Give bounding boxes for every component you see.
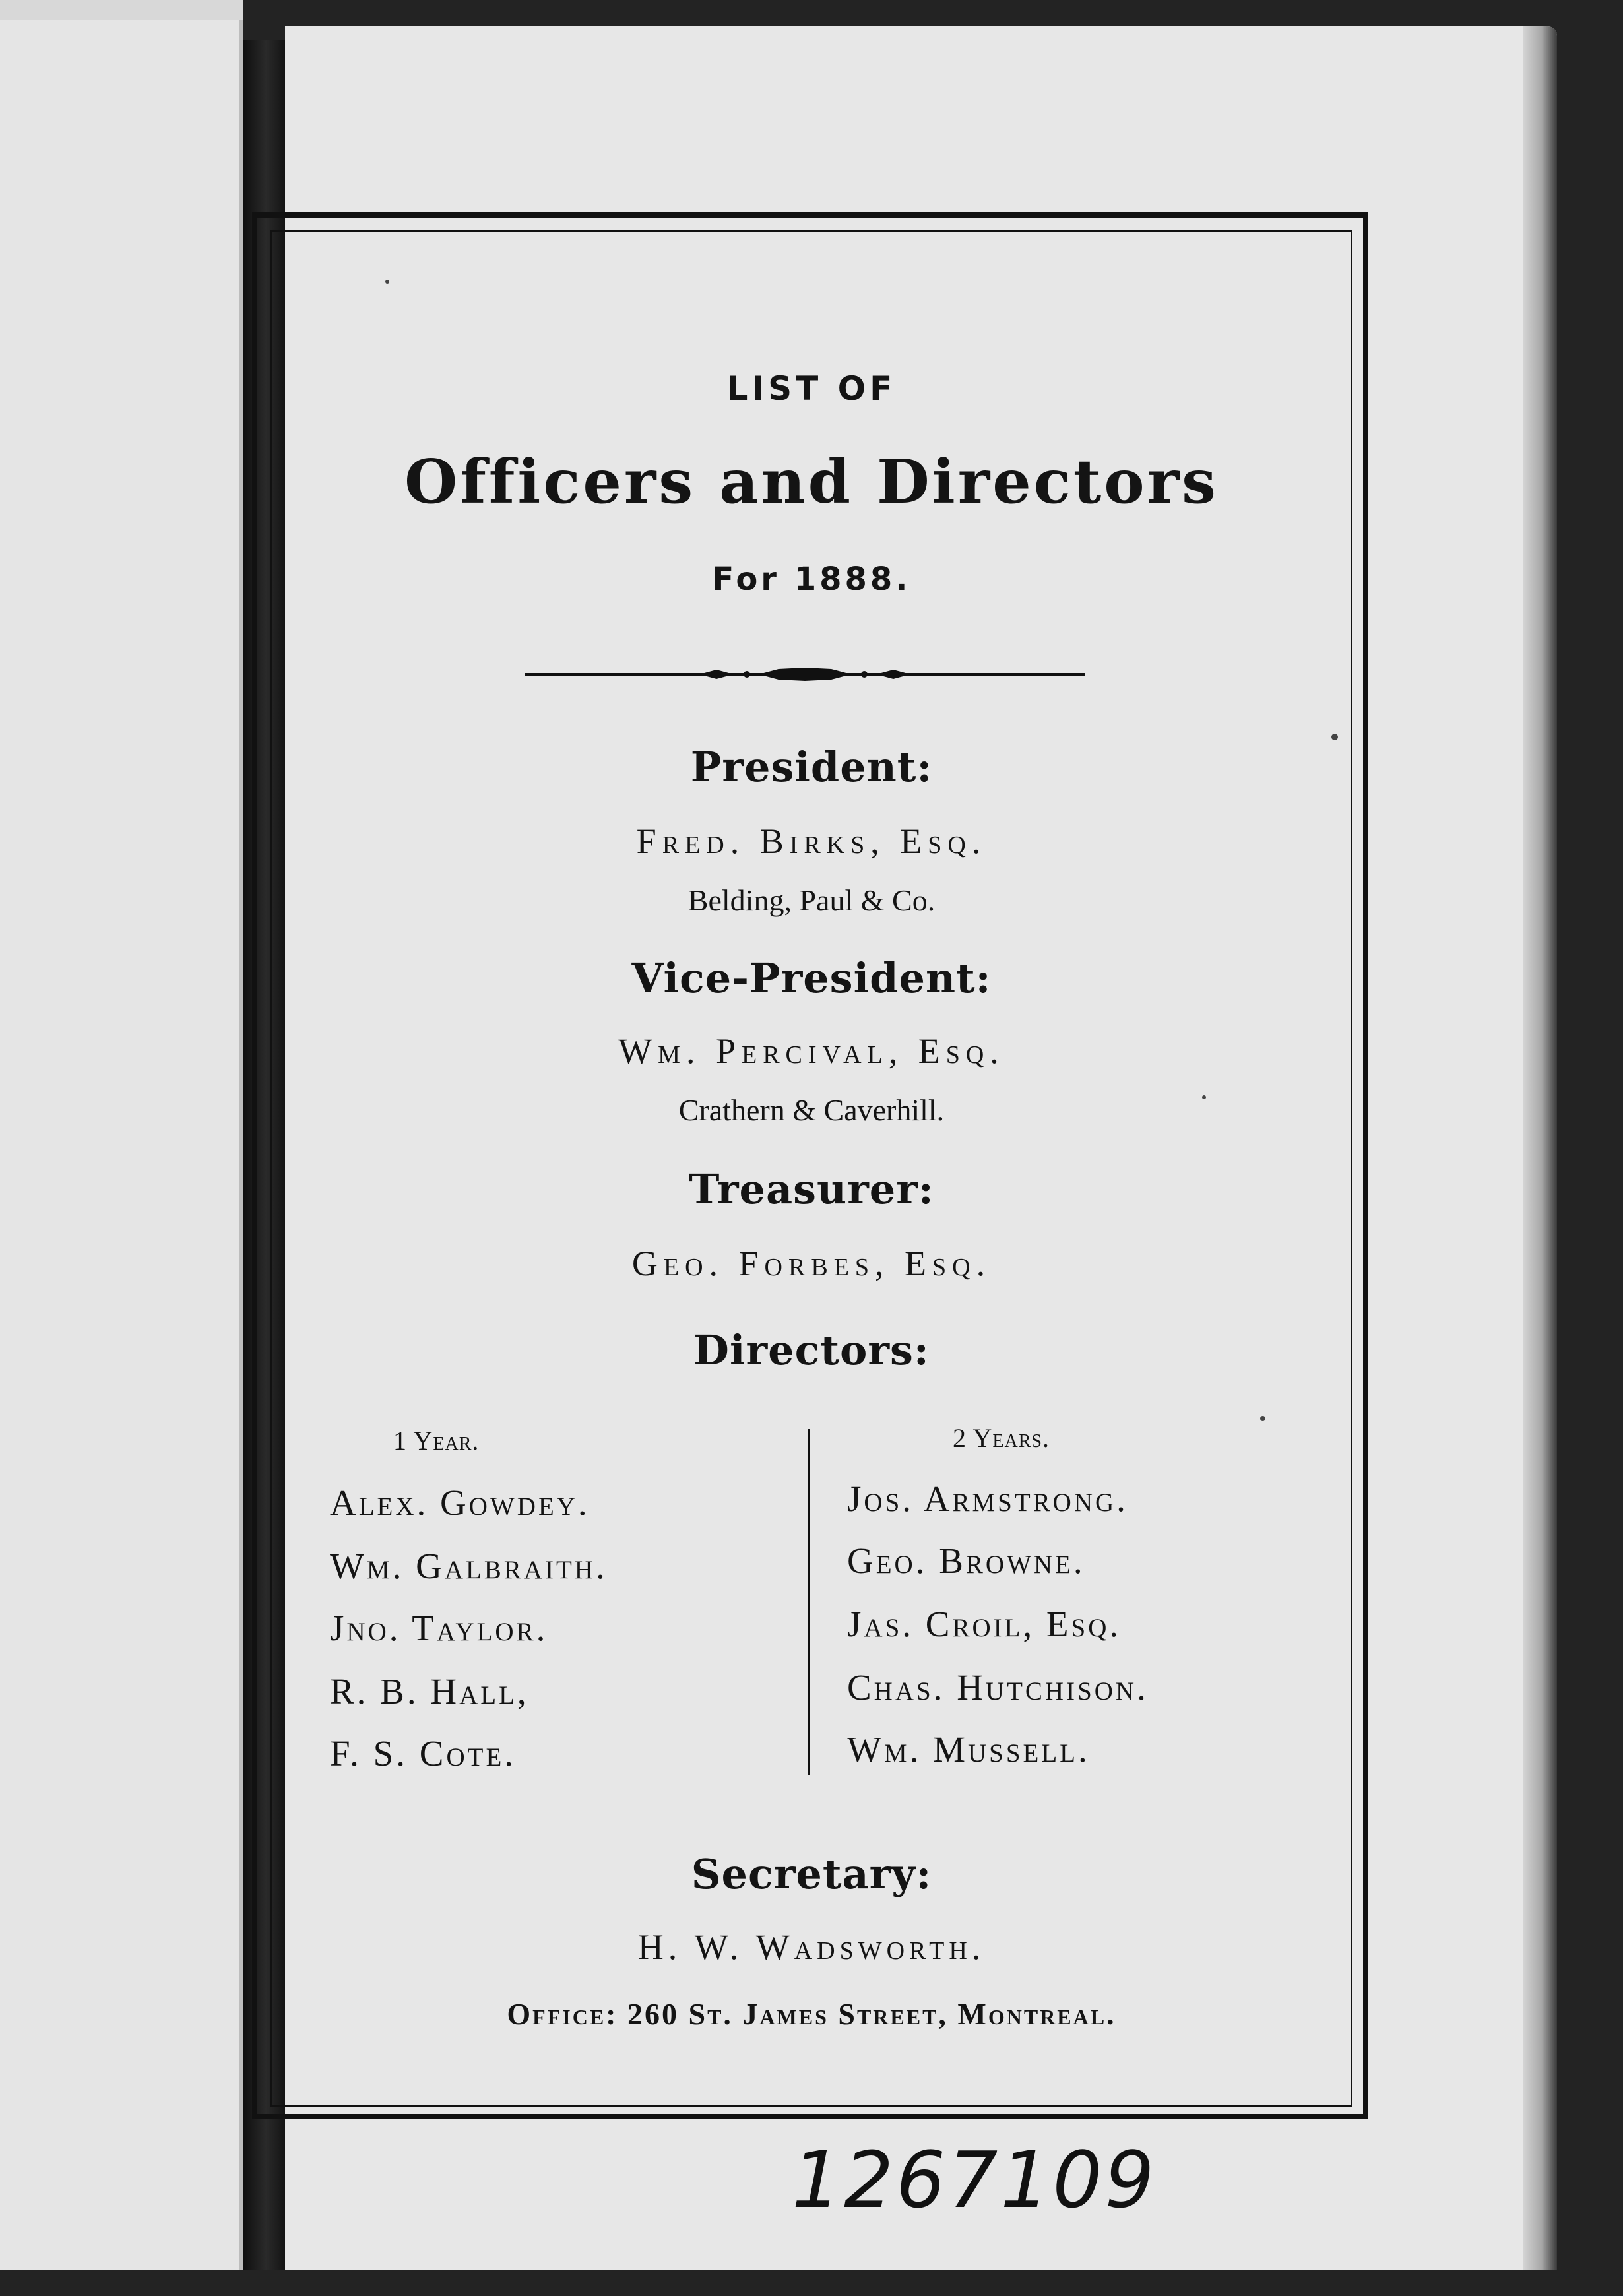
scan-speck — [1331, 734, 1338, 740]
director-name: Chas. Hutchison. — [847, 1667, 1149, 1707]
office-address: Office: 260 St. James Street, Montreal. — [507, 1997, 1116, 2031]
vice-president-heading: Vice-President: — [631, 954, 992, 1002]
vice-president-name: Wm. Percival, Esq. — [618, 1031, 1005, 1071]
secretary-heading: Secretary: — [691, 1850, 932, 1898]
director-name: Jno. Taylor. — [330, 1608, 548, 1648]
director-name: Alex. Gowdey. — [330, 1483, 590, 1523]
year-line: For 1888. — [712, 561, 911, 598]
vice-president-firm: Crathern & Caverhill. — [678, 1093, 945, 1127]
president-firm: Belding, Paul & Co. — [687, 883, 936, 917]
director-name: Wm. Mussell. — [847, 1729, 1090, 1770]
treasurer-name: Geo. Forbes, Esq. — [631, 1244, 992, 1283]
scan-speck — [1202, 1095, 1206, 1099]
page-title: Officers and Directors — [404, 446, 1219, 517]
directors-heading: Directors: — [693, 1326, 930, 1374]
ornamental-rule — [521, 665, 1089, 684]
director-name: Wm. Galbraith. — [330, 1546, 608, 1586]
director-name: Jos. Armstrong. — [847, 1479, 1128, 1519]
director-name: R. B. Hall, — [330, 1671, 529, 1711]
treasurer-heading: Treasurer: — [689, 1165, 934, 1213]
secretary-name: H. W. Wadsworth. — [637, 1927, 986, 1967]
scan-speck — [385, 280, 389, 284]
president-heading: President: — [690, 743, 933, 791]
column-divider — [808, 1429, 810, 1775]
president-name: Fred. Birks, Esq. — [636, 821, 987, 861]
director-name: Jas. Croil, Esq. — [847, 1604, 1122, 1644]
column-title: 2 Years. — [953, 1423, 1050, 1453]
director-name: F. S. Cote. — [330, 1733, 517, 1773]
director-name: Geo. Browne. — [847, 1541, 1085, 1581]
handwritten-number: 1267109 — [792, 2134, 1157, 2225]
list-of-heading: LIST OF — [726, 369, 897, 408]
column-title: 1 Year. — [393, 1426, 480, 1455]
scan-speck — [1260, 1416, 1265, 1421]
left-page-top-strip — [0, 0, 243, 20]
